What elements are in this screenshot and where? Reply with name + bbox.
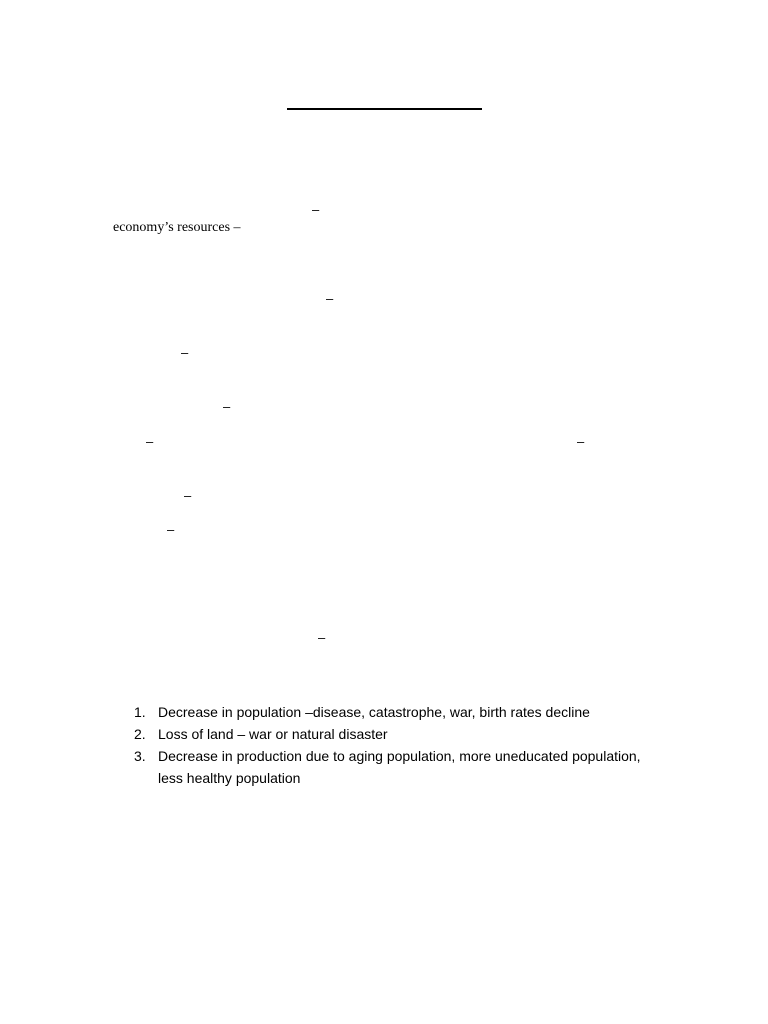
dash-mark: –: [312, 202, 320, 217]
dash-mark: –: [223, 399, 231, 414]
dash-mark: –: [184, 488, 192, 503]
list-item: [134, 723, 654, 745]
dash-mark: –: [181, 345, 189, 360]
list-item-text: Decrease in population –disease, catastrophe, war, birth rates decline: [158, 704, 590, 720]
economy-resources-line: economy’s resources –: [113, 220, 241, 235]
list-number: 3.: [134, 748, 146, 764]
list-number: 2.: [134, 726, 146, 742]
numbered-list: [134, 701, 654, 789]
list-number: 1.: [134, 704, 146, 720]
dash-mark: –: [326, 291, 334, 306]
title-underline: [287, 108, 482, 110]
list-item: [134, 701, 654, 723]
dash-mark: –: [577, 434, 585, 449]
dash-mark: –: [318, 630, 326, 645]
list-item-text: Decrease in production due to aging population, more uneducated population, less healthy population: [158, 748, 641, 786]
dash-mark: –: [167, 522, 175, 537]
dash-mark: –: [146, 434, 154, 449]
list-item: [134, 745, 654, 789]
list-item-text: Loss of land – war or natural disaster: [158, 726, 388, 742]
